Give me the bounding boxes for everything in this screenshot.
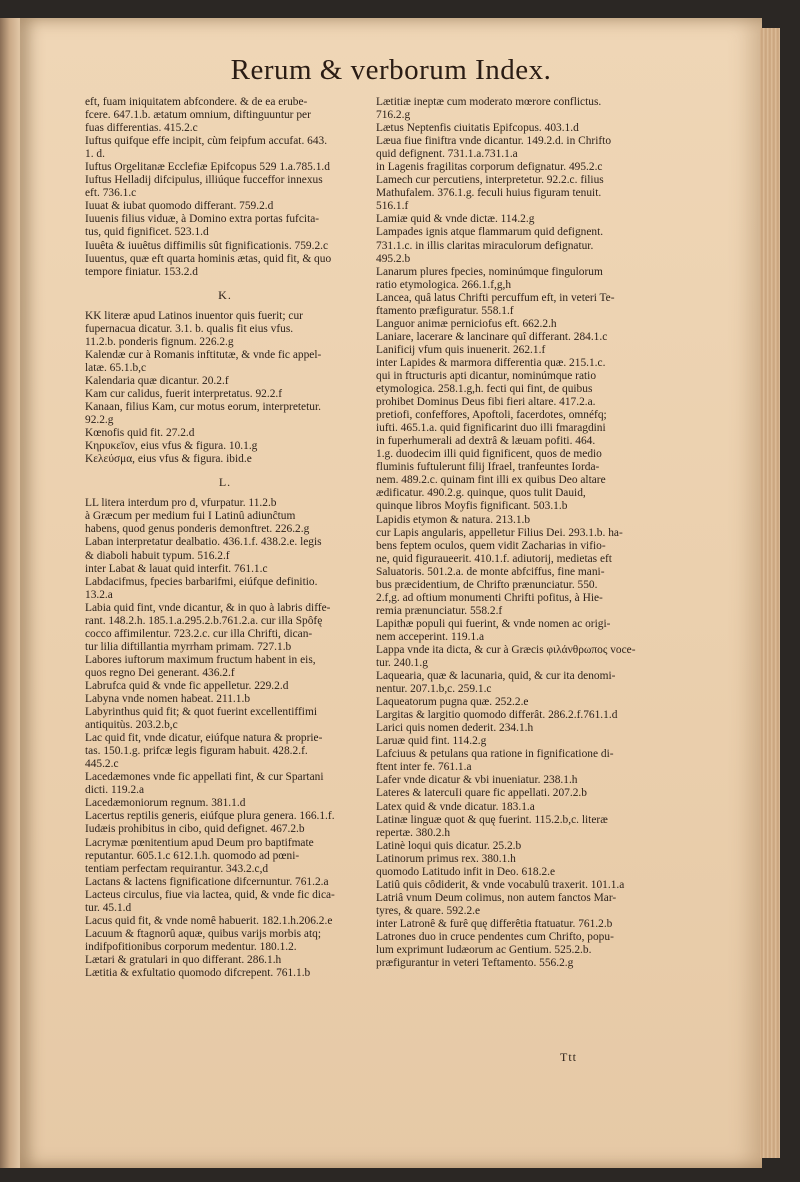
index-line: Labores iuftorum maximum fructum habent in eis, [85,653,316,666]
index-line: tur lilia diftillantia myrrham primam. 727.1.b [85,640,292,653]
index-line: etymologica. 258.1.g,h. fecti qui fint, de quibus [376,383,593,396]
index-line: remia prænunciatur. 558.2.f [376,604,503,617]
index-line: Laniare, lacerare & lancinare quî differant. 284.1.c [376,330,608,343]
index-line: rant. 148.2.h. 185.1.a.295.2.b.761.2.a. cur illa Spôfę [85,614,323,627]
index-line: Lætus Neptenfis ciuitatis Epifcopus. 403.1.d [376,122,579,135]
index-line: Lafer vnde dicatur & vbi inueniatur. 238.1.h [376,774,578,787]
index-line: Kœnofis quid fit. 27.2.d [85,427,195,440]
index-line: Latinæ linguæ quot & quę fuerint. 115.2.b,c. literæ [376,813,608,826]
index-line: inter Labat & lauat quid interfit. 761.1.c [85,562,268,575]
index-line: Latiû quis côdiderit, & vnde vocabulû traxerit. 101.1.a [376,878,625,891]
index-column-left [85,96,365,980]
signature-mark: Ttt [560,1050,577,1064]
index-line: Lacteus circulus, fiue via lactea, quid, & vnde fic dica- [85,888,335,901]
index-line: Laban interpretatur dealbatio. 436.1.f. 438.2.e. legis [85,536,322,549]
index-line: Lactans & lactens fignificatione difcernuntur. 761.2.a [85,875,329,888]
index-line: Lacus quid fit, & vnde nomê habuerit. 182.1.h.206.2.e [85,914,333,927]
index-line: Iuuat & iubat quomodo differant. 759.2.d [85,200,274,213]
index-line: Lacrymæ pœnitentium apud Deum pro baptifmate [85,836,314,849]
index-line: Largitas & largitio quomodo differât. 286.2.f.761.1.d [376,709,618,722]
index-line: latæ. 65.1.b,c [85,361,147,374]
index-line: tas. 150.1.g. prifcæ legis figuram habuit. 428.2.f. [85,745,308,758]
index-line: Lætari & gratulari in quo differant. 286.1.h [85,953,282,966]
index-line: ædificatur. 490.2.g. quinque, quos tulit Dauid, [376,487,586,500]
index-line: Labrufca quid & vnde fic appelletur. 229.2.d [85,679,289,692]
index-line: Iuftus quifque effe incipit, cùm feipfum accufat. 643. [85,135,328,148]
index-line: Lanarum plures fpecies, nominúmque fingulorum [376,265,603,278]
index-line: nem acceperint. 119.1.a [376,630,485,643]
index-line: Lapithæ populi qui fuerint, & vnde nomen ac origi- [376,617,611,630]
index-line: Laruæ quid fint. 114.2.g [376,735,487,748]
index-line: prohibet Dominus Deus fibi fieri altare. 417.2.a. [376,396,596,409]
index-line: eft. 736.1.c [85,187,137,200]
index-line: Lafciuus & petulans qua ratione in fignificatione di- [376,748,614,761]
index-line: Latinorum primus rex. 380.1.h [376,852,516,865]
index-line: Iuuenis filius viduæ, à Domino extra portas fufcita- [85,213,320,226]
index-line: 1.g. duodecim illi quid fignificent, quos de medio [376,448,602,461]
index-line: Lanificij vfum quis inuenerit. 262.1.f [376,343,546,356]
index-line: à Græcum per medium fui I Latinû adiunĉtum [85,510,296,523]
index-line: Kalendaria quæ dicantur. 20.2.f [85,374,229,387]
index-line: bens feptem oculos, quem vidit Zacharias in vifio- [376,539,606,552]
index-line: in Lagenis fragilitas corporum defignatur. 495.2.c [376,161,603,174]
index-line: Lacuum & ftagnorû aquæ, quibus varijs morbis atq; [85,927,321,940]
index-line: iufti. 465.1.a. quid fignificarint duo illi fmaragdini [376,422,606,435]
index-line: Latriâ vnum Deum colimus, non autem fanctos Mar- [376,891,617,904]
index-line: Κηρυκεῖον, eius vfus & figura. 10.1.g [85,440,258,453]
index-line: Lateres & latercuIi quare fic appellati. 207.2.b [376,787,587,800]
index-line: Kanaan, filius Kam, cur motus eorum, interpretetur. [85,401,321,414]
index-line: Kalendæ cur à Romanis inftitutæ, & vnde fic appel- [85,348,322,361]
index-line: Lamiæ quid & vnde dictæ. 114.2.g [376,213,535,226]
index-line: & diaboli habuit typum. 516.2.f [85,549,230,562]
page-header-title: Rerum & verborum Index. [230,54,552,86]
index-line: qui in ftructuris apti dicantur, nominúmque ratio [376,369,597,382]
index-line: Larici quis nomen dederit. 234.1.h [376,722,534,735]
index-line: Læua fiue finiftra vnde dicantur. 149.2.d. in Chrifto [376,135,612,148]
index-line: repertæ. 380.2.h [376,826,451,839]
index-line: Lacedæmoniorum regnum. 381.1.d [85,797,246,810]
index-line: fluminis fuftulerunt filij Ifrael, tranfeuntes Iorda- [376,461,600,474]
page-stack-edge [760,28,780,1158]
index-line: inter Latronê & furê quę differêtia ftatuatur. 761.2.b [376,917,613,930]
index-line: nem. 489.2.c. quinam fint illi ex quibus Deo altare [376,474,606,487]
index-line: præfigurantur in veteri Teftamento. 556.2.g [376,957,574,970]
index-line: reputantur. 605.1.c 612.1.h. quomodo ad pœni- [85,849,300,862]
index-line: pretiofi, confeffores, Apoftoli, facerdotes, omnéfq; [376,409,607,422]
index-line: bus præcidentium, de Chrifto prænunciatur. 550. [376,578,598,591]
index-line: Lacertus reptilis generis, eiúfque plura genera. 166.1.f. [85,810,335,823]
index-line: 445.2.c [85,758,119,771]
index-line: Latinè loqui quis dicatur. 25.2.b [376,839,522,852]
index-line: lum exprimunt Iudæorum ac Gentium. 525.2.b. [376,944,592,957]
index-line: nentur. 207.1.b,c. 259.1.c [376,683,492,696]
index-line: 495.2.b [376,252,411,265]
index-column-right [376,96,648,970]
index-line: dicti. 119.2.a [85,784,145,797]
index-line: Mathufalem. 376.1.g. feculi huius figuram tenuit. [376,187,602,200]
index-line: Lappa vnde ita dicta, & cur à Græcis φιλάνθρωπος voce- [376,643,636,656]
index-line: 92.2.g [85,414,114,427]
index-line: ftent inter fe. 761.1.a [376,761,472,774]
index-line: habens, quod genus ponderis demonftret. 226.2.g [85,523,310,536]
index-line: quinque libros Moyfis fignificant. 503.1.b [376,500,568,513]
index-line: inter Lapides & marmora differentia quæ. 215.1.c. [376,356,606,369]
index-line: KK literæ apud Latinos inuentor quis fuerit; cur [85,309,303,322]
index-line: tur. 45.1.d [85,901,132,914]
index-line: fuas differentias. 415.2.c [85,122,198,135]
index-line: cur Lapis angularis, appelletur Filius Dei. 293.1.b. ha- [376,526,623,539]
index-line: quomodo Latitudo infit in Deo. 618.2.e [376,865,556,878]
index-line: cocco affimilentur. 723.2.c. cur illa Chrifti, dican- [85,627,313,640]
index-line: fupernacua dicatur. 3.1. b. qualis fit eius vfus. [85,322,294,335]
index-line: Saluatoris. 501.2.a. de monte abfciffus, fine mani- [376,565,605,578]
index-line: Lætitiæ ineptæ cum moderato mœrore conflictus. [376,96,602,108]
index-line: Lamech cur percutiens, interpretetur. 92.2.c. filius [376,174,604,187]
index-line: Iuuêta & iuuêtus diffimilis sût fignificationis. 759.2.c [85,239,329,252]
index-line: tus, quid fignificet. 523.1.d [85,226,209,239]
index-line: Iudæis prohibitus in cibo, quid defignet. 467.2.b [85,823,305,836]
index-line: ftamento præfiguratur. 558.1.f [376,304,514,317]
index-line: 1. d. [85,148,105,161]
index-line: 731.1.c. in illis claritas miraculorum defignatur. [376,239,594,252]
index-line: indifpofitionibus corporum medentur. 180.1.2. [85,940,297,953]
index-line: fcere. 647.1.b. ætatum omnium, diftinguuntur per [85,109,311,122]
index-line: Laquearia, quæ & lacunaria, quid, & cur ita denomi- [376,670,616,683]
index-line: Laqueatorum pugna quæ. 252.2.e [376,696,529,709]
index-line: Latex quid & vnde dicatur. 183.1.a [376,800,535,813]
index-line: 2.f,g. ad oftium monumenti Chrifti pofitus, à Hie- [376,591,603,604]
section-letter: K. [218,287,232,302]
index-line: Lætitia & exfultatio quomodo difcrepent. 761.1.b [85,967,311,979]
index-line: tentiam perfectam requirantur. 343.2.c,d [85,862,269,875]
index-line: Lancea, quâ latus Chrifti percuffum eft, in veteri Te- [376,291,615,304]
index-line: Latrones duo in cruce pendentes cum Chrifto, popu- [376,931,614,943]
index-line: tyres, & quare. 592.2.e [376,904,481,917]
index-line: Lacedæmones vnde fic appellati fint, & cur Spartani [85,771,324,784]
index-line: Lapidis etymon & natura. 213.1.b [376,513,531,526]
index-line: Labia quid fint, vnde dicantur, & in quo à labris diffe- [85,601,331,614]
index-line: quid defignent. 731.1.a.731.1.a [376,148,518,161]
index-line: 716.2.g [376,109,411,122]
index-line: tempore finiatur. 153.2.d [85,265,198,278]
index-line: ne, quid figuraueerit. 410.1.f. adiutorij, medietas eft [376,552,612,565]
index-line: 516.1.f [376,200,409,213]
index-line: Labyrinthus quid fit; & quot fuerint excellentiffimi [85,706,317,719]
index-line: Κελεύσμα, eius vfus & figura. ibid.e [85,453,252,466]
index-line: tur. 240.1.g [376,657,428,670]
index-line: Labyna vnde nomen habeat. 211.1.b [85,693,251,706]
index-line: Kam cur calidus, fuerit interpretatus. 92.2.f [85,387,283,400]
index-line: Iuuentus, quæ eft quarta hominis ætas, quid fit, & quo [85,252,332,265]
index-line: Iuftus Orgelitanæ Ecclefiæ Epifcopus 529 1.a.785.1.d [85,161,330,174]
section-letter: L. [218,475,232,490]
index-line: in fuperhumerali ad dextrâ & læuam pofiti. 464. [376,435,596,448]
index-line: 11.2.b. ponderis fignum. 226.2.g [85,335,234,348]
index-line: Labdacifmus, fpecies barbarifmi, eiúfque definitio. [85,575,318,588]
index-line: Lampades ignis atque flammarum quid defignent. [376,226,604,239]
index-line: quos regno Dei generant. 436.2.f [85,666,235,679]
index-line: LL litera interdum pro d, vfurpatur. 11.2.b [85,497,277,510]
index-line: antiquitùs. 203.2.b,c [85,719,178,732]
index-line: Iuftus Helladij difcipulus, illiúque fucceffor innexus [85,174,323,187]
index-line: ratio etymologica. 266.1.f,g,h [376,278,512,291]
index-line: 13.2.a [85,588,113,601]
index-line: Lac quid fit, vnde dicatur, eiúfque natura & proprie- [85,732,323,745]
index-line: Languor animæ perniciofus eft. 662.2.h [376,317,557,330]
index-line: eft, fuam iniquitatem abfcondere. & de ea erube- [85,96,308,108]
